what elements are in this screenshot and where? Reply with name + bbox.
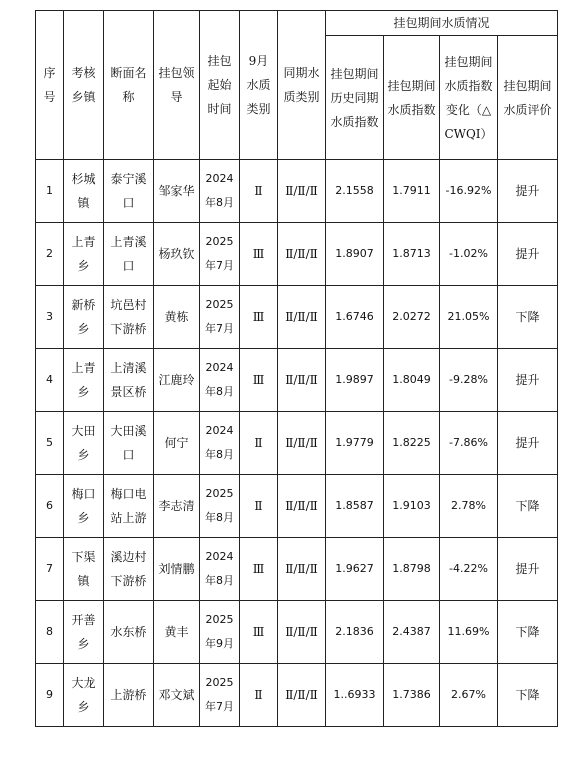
cell-start: 2024年8月: [200, 412, 240, 475]
table-row: [36, 349, 558, 412]
cell-town: 开善乡: [64, 601, 104, 664]
cell-eval: 下降: [498, 601, 558, 664]
cell-period-class: Ⅱ/Ⅱ/Ⅱ: [278, 664, 326, 727]
cell-start: 2025年7月: [200, 664, 240, 727]
cell-cur-index: 1.7911: [384, 160, 440, 223]
cell-hist-index: 2.1558: [326, 160, 384, 223]
cell-sep-class: Ⅲ: [240, 349, 278, 412]
table-row: [36, 160, 558, 223]
cell-town: 上青乡: [64, 223, 104, 286]
cell-eval: 提升: [498, 412, 558, 475]
cell-leader: 邓文斌: [154, 664, 200, 727]
table-row: [36, 538, 558, 601]
cell-change: -4.22%: [440, 538, 498, 601]
cell-start: 2024年8月: [200, 538, 240, 601]
cell-period-class: Ⅱ/Ⅱ/Ⅱ: [278, 538, 326, 601]
cell-change: 2.67%: [440, 664, 498, 727]
cell-sep-class: Ⅱ: [240, 664, 278, 727]
cell-start: 2024年8月: [200, 349, 240, 412]
cell-seq: 9: [36, 664, 64, 727]
cell-eval: 提升: [498, 160, 558, 223]
cell-town: 新桥乡: [64, 286, 104, 349]
cell-leader: 江鹿玲: [154, 349, 200, 412]
cell-change: -7.86%: [440, 412, 498, 475]
table-body: [36, 160, 558, 727]
cell-leader: 刘情鹏: [154, 538, 200, 601]
header-cur-index: 挂包期间水质指数: [384, 36, 440, 160]
cell-town: 下渠镇: [64, 538, 104, 601]
header-section: 断面名称: [104, 11, 154, 160]
cell-town: 梅口乡: [64, 475, 104, 538]
cell-cur-index: 1.9103: [384, 475, 440, 538]
cell-leader: 杨玖钦: [154, 223, 200, 286]
cell-town: 上青乡: [64, 349, 104, 412]
cell-hist-index: 2.1836: [326, 601, 384, 664]
cell-section: 溪边村下游桥: [104, 538, 154, 601]
cell-hist-index: 1.8907: [326, 223, 384, 286]
cell-seq: 7: [36, 538, 64, 601]
cell-period-class: Ⅱ/Ⅱ/Ⅱ: [278, 160, 326, 223]
cell-hist-index: 1.8587: [326, 475, 384, 538]
cell-cur-index: 1.8798: [384, 538, 440, 601]
cell-hist-index: 1.9627: [326, 538, 384, 601]
cell-leader: 何宁: [154, 412, 200, 475]
cell-change: 2.78%: [440, 475, 498, 538]
cell-section: 坑邑村下游桥: [104, 286, 154, 349]
cell-seq: 6: [36, 475, 64, 538]
header-change: 挂包期间水质指数变化（△CWQI）: [440, 36, 498, 160]
cell-sep-class: Ⅲ: [240, 223, 278, 286]
table-row: [36, 412, 558, 475]
cell-eval: 提升: [498, 223, 558, 286]
water-quality-table: [35, 10, 558, 727]
cell-section: 水东桥: [104, 601, 154, 664]
cell-change: -1.02%: [440, 223, 498, 286]
cell-cur-index: 2.4387: [384, 601, 440, 664]
cell-section: 大田溪口: [104, 412, 154, 475]
cell-period-class: Ⅱ/Ⅱ/Ⅱ: [278, 475, 326, 538]
cell-seq: 4: [36, 349, 64, 412]
cell-cur-index: 1.8713: [384, 223, 440, 286]
cell-sep-class: Ⅲ: [240, 601, 278, 664]
header-seq: 序号: [36, 11, 64, 160]
header-period-class: 同期水质类别: [278, 11, 326, 160]
cell-hist-index: 1..6933: [326, 664, 384, 727]
cell-section: 泰宁溪口: [104, 160, 154, 223]
cell-section: 梅口电站上游: [104, 475, 154, 538]
cell-sep-class: Ⅱ: [240, 412, 278, 475]
cell-eval: 提升: [498, 538, 558, 601]
header-group: 挂包期间水质情况: [326, 11, 558, 36]
cell-period-class: Ⅱ/Ⅱ/Ⅱ: [278, 601, 326, 664]
cell-seq: 1: [36, 160, 64, 223]
cell-town: 杉城镇: [64, 160, 104, 223]
cell-sep-class: Ⅱ: [240, 475, 278, 538]
cell-cur-index: 2.0272: [384, 286, 440, 349]
cell-period-class: Ⅱ/Ⅱ/Ⅱ: [278, 286, 326, 349]
table-row: [36, 223, 558, 286]
header-leader: 挂包领导: [154, 11, 200, 160]
cell-change: 11.69%: [440, 601, 498, 664]
table-row: [36, 286, 558, 349]
cell-hist-index: 1.9779: [326, 412, 384, 475]
cell-cur-index: 1.8225: [384, 412, 440, 475]
header-hist-index: 挂包期间历史同期水质指数: [326, 36, 384, 160]
cell-leader: 李志清: [154, 475, 200, 538]
cell-change: -16.92%: [440, 160, 498, 223]
header-sep-class: 9月水质类别: [240, 11, 278, 160]
cell-leader: 黄丰: [154, 601, 200, 664]
cell-town: 大龙乡: [64, 664, 104, 727]
cell-seq: 2: [36, 223, 64, 286]
cell-seq: 3: [36, 286, 64, 349]
cell-eval: 下降: [498, 475, 558, 538]
cell-period-class: Ⅱ/Ⅱ/Ⅱ: [278, 349, 326, 412]
cell-eval: 提升: [498, 349, 558, 412]
table-row: [36, 601, 558, 664]
cell-section: 上青溪口: [104, 223, 154, 286]
cell-seq: 5: [36, 412, 64, 475]
cell-section: 上游桥: [104, 664, 154, 727]
cell-hist-index: 1.6746: [326, 286, 384, 349]
cell-leader: 黄栋: [154, 286, 200, 349]
cell-start: 2024年8月: [200, 160, 240, 223]
cell-eval: 下降: [498, 286, 558, 349]
cell-sep-class: Ⅲ: [240, 286, 278, 349]
cell-hist-index: 1.9897: [326, 349, 384, 412]
cell-start: 2025年8月: [200, 475, 240, 538]
cell-change: -9.28%: [440, 349, 498, 412]
cell-period-class: Ⅱ/Ⅱ/Ⅱ: [278, 223, 326, 286]
cell-start: 2025年7月: [200, 223, 240, 286]
table-row: [36, 475, 558, 538]
cell-town: 大田乡: [64, 412, 104, 475]
cell-leader: 邹家华: [154, 160, 200, 223]
cell-cur-index: 1.8049: [384, 349, 440, 412]
cell-section: 上清溪景区桥: [104, 349, 154, 412]
cell-sep-class: Ⅲ: [240, 538, 278, 601]
header-eval: 挂包期间水质评价: [498, 36, 558, 160]
cell-start: 2025年9月: [200, 601, 240, 664]
cell-sep-class: Ⅱ: [240, 160, 278, 223]
cell-cur-index: 1.7386: [384, 664, 440, 727]
table-row: [36, 664, 558, 727]
header-town: 考核乡镇: [64, 11, 104, 160]
cell-start: 2025年7月: [200, 286, 240, 349]
cell-change: 21.05%: [440, 286, 498, 349]
cell-eval: 下降: [498, 664, 558, 727]
document: [35, 10, 558, 727]
cell-seq: 8: [36, 601, 64, 664]
cell-period-class: Ⅱ/Ⅱ/Ⅱ: [278, 412, 326, 475]
header-start: 挂包起始时间: [200, 11, 240, 160]
